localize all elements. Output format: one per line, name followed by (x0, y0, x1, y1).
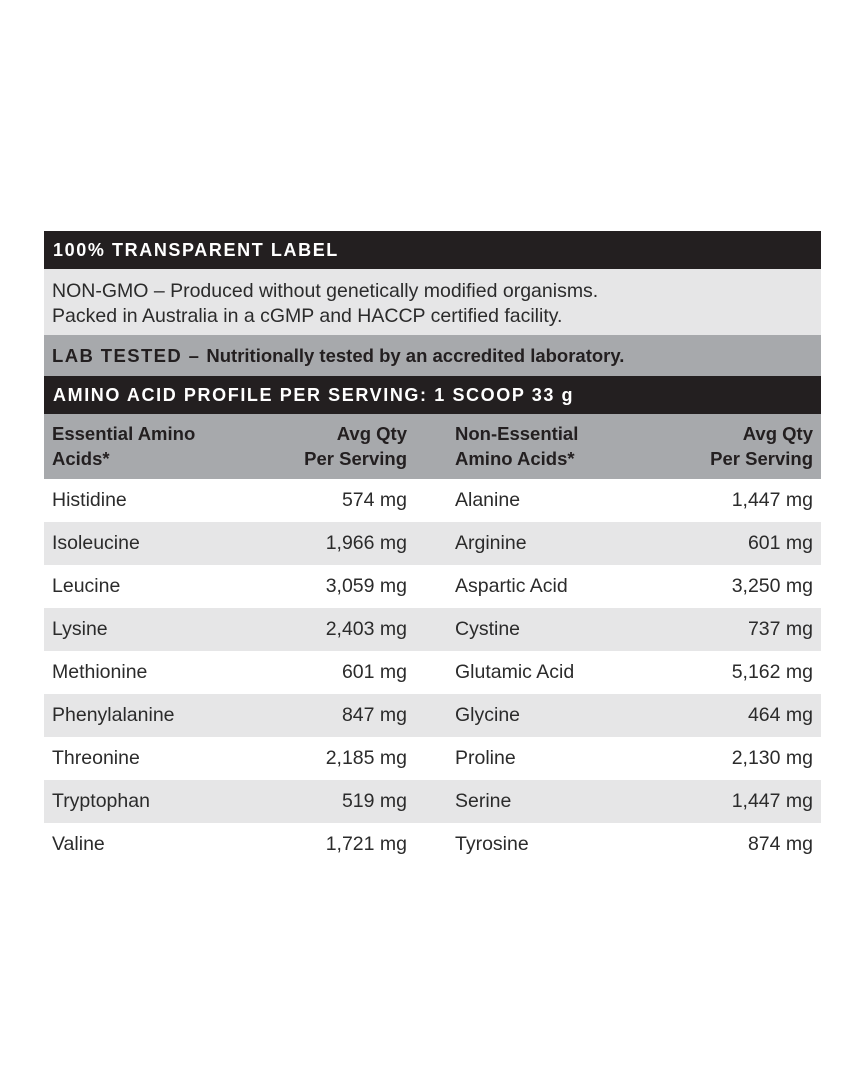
header-qty-a-line1: Avg Qty (336, 423, 407, 444)
essential-amino-qty: 2,185 mg (325, 747, 407, 769)
table-row (44, 780, 821, 823)
essential-amino-qty: 574 mg (341, 489, 407, 511)
amino-table-body (44, 479, 821, 866)
essential-amino-qty: 519 mg (341, 790, 407, 812)
label-title: 100% TRANSPARENT LABEL (53, 239, 339, 260)
nonessential-amino-qty: 3,250 mg (731, 575, 813, 597)
nonessential-amino-name: Glutamic Acid (455, 661, 575, 683)
table-row (44, 651, 821, 694)
header-qty-b-line1: Avg Qty (742, 423, 813, 444)
label-title-bar (44, 231, 821, 269)
header-essential-line1: Essential Amino (52, 423, 196, 444)
table-row (44, 737, 821, 780)
header-nonessential-amino-acids (407, 414, 657, 479)
header-essential-line2: Acids* (52, 448, 110, 469)
table-row (44, 522, 821, 565)
nonessential-amino-name: Aspartic Acid (455, 575, 568, 597)
intro-line-facility: Packed in Australia in a cGMP and HACCP certified facility. (52, 305, 563, 327)
nonessential-amino-name: Cystine (455, 618, 521, 640)
nonessential-amino-qty: 5,162 mg (731, 661, 813, 683)
essential-amino-name: Histidine (52, 489, 127, 511)
nonessential-amino-qty: 464 mg (747, 704, 813, 726)
table-row (44, 608, 821, 651)
essential-amino-name: Leucine (52, 575, 121, 597)
header-nonessential-avg-qty (657, 414, 813, 479)
table-row (44, 694, 821, 737)
essential-amino-qty: 847 mg (341, 704, 407, 726)
nonessential-amino-name: Glycine (455, 704, 521, 726)
header-nonessential-line1: Non-Essential (455, 423, 579, 444)
nonessential-amino-qty: 601 mg (747, 532, 813, 554)
nonessential-amino-qty: 1,447 mg (731, 790, 813, 812)
nonessential-amino-name: Proline (455, 747, 516, 769)
header-nonessential-line2: Amino Acids* (455, 448, 575, 469)
essential-amino-name: Isoleucine (52, 532, 140, 554)
essential-amino-name: Tryptophan (52, 790, 150, 812)
nonessential-amino-qty: 2,130 mg (731, 747, 813, 769)
table-row (44, 565, 821, 608)
nonessential-amino-name: Tyrosine (455, 833, 529, 855)
essential-amino-name: Threonine (52, 747, 140, 769)
header-essential-avg-qty (285, 414, 407, 479)
nonessential-amino-name: Alanine (455, 489, 521, 511)
essential-amino-name: Methionine (52, 661, 148, 683)
nonessential-amino-name: Arginine (455, 532, 527, 554)
lab-tested-bar (44, 335, 821, 376)
essential-amino-name: Lysine (52, 618, 108, 640)
nonessential-amino-qty: 874 mg (747, 833, 813, 855)
nonessential-amino-qty: 737 mg (747, 618, 813, 640)
label-intro (44, 269, 821, 335)
amino-table-header (44, 414, 821, 479)
amino-profile-title: AMINO ACID PROFILE PER SERVING: 1 SCOOP 33 g (53, 384, 575, 405)
header-qty-a-line2: Per Serving (304, 448, 407, 469)
intro-line-non-gmo: NON-GMO – Produced without genetically modified organisms. (52, 280, 599, 302)
nutrition-label-panel (44, 231, 821, 866)
table-row (44, 823, 821, 866)
header-qty-b-line2: Per Serving (710, 448, 813, 469)
essential-amino-qty: 1,721 mg (325, 833, 407, 855)
nonessential-amino-qty: 1,447 mg (731, 489, 813, 511)
lab-tested-text: Nutritionally tested by an accredited laboratory. (206, 344, 625, 366)
lab-tested-heading: LAB TESTED – (52, 344, 201, 366)
essential-amino-qty: 3,059 mg (325, 575, 407, 597)
header-essential-amino-acids (44, 414, 285, 479)
essential-amino-name: Phenylalanine (52, 704, 175, 726)
essential-amino-qty: 1,966 mg (325, 532, 407, 554)
nonessential-amino-name: Serine (455, 790, 512, 812)
amino-profile-title-bar (44, 376, 821, 414)
essential-amino-qty: 2,403 mg (325, 618, 407, 640)
essential-amino-qty: 601 mg (341, 661, 407, 683)
essential-amino-name: Valine (52, 833, 105, 855)
table-row (44, 479, 821, 522)
